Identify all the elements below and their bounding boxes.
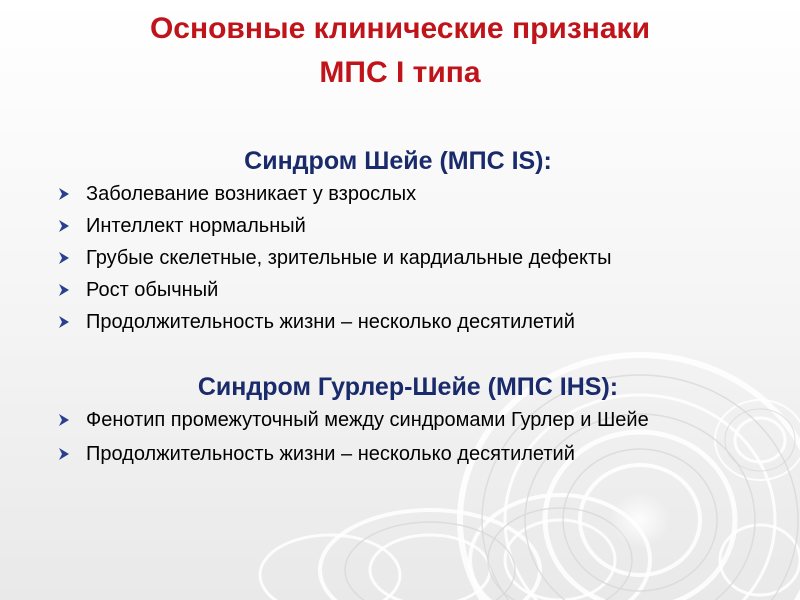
triangle-bullet-icon: [58, 188, 70, 200]
bullet-list-scheie: [58, 182, 738, 342]
list-item-text: Рост обычный: [86, 279, 219, 301]
triangle-bullet-icon: [58, 448, 70, 460]
list-item: [58, 442, 738, 466]
triangle-bullet-icon: [58, 284, 70, 296]
list-item-text: Продолжительность жизни – несколько десятилетий: [86, 311, 575, 333]
triangle-bullet-icon: [58, 220, 70, 232]
section-heading-hurler-scheie: Синдром Гурлер-Шейе (МПС IHS):: [197, 373, 619, 401]
list-item: [58, 214, 738, 238]
slide-title-line-1: Основные клинические признаки: [149, 12, 651, 45]
triangle-bullet-icon: [58, 316, 70, 328]
triangle-bullet-icon: [58, 414, 70, 426]
list-item-text: Фенотип промежуточный между синдромами Гурлер и Шейе: [86, 409, 649, 431]
list-item-text: Интеллект нормальный: [86, 215, 306, 237]
list-item: [58, 310, 738, 334]
list-item-text: Грубые скелетные, зрительные и кардиальные дефекты: [86, 247, 612, 269]
list-item: [58, 182, 738, 206]
list-item: [58, 408, 738, 432]
triangle-bullet-icon: [58, 252, 70, 264]
list-item: [58, 246, 738, 270]
bullet-list-hurler-scheie: [58, 408, 738, 476]
section-heading-scheie: Синдром Шейе (МПС IS):: [244, 147, 552, 175]
list-item-text: Продолжительность жизни – несколько десятилетий: [86, 443, 575, 465]
list-item: [58, 278, 738, 302]
list-item-text: Заболевание возникает у взрослых: [86, 183, 417, 205]
slide-title-line-2: МПС I типа: [319, 56, 481, 89]
